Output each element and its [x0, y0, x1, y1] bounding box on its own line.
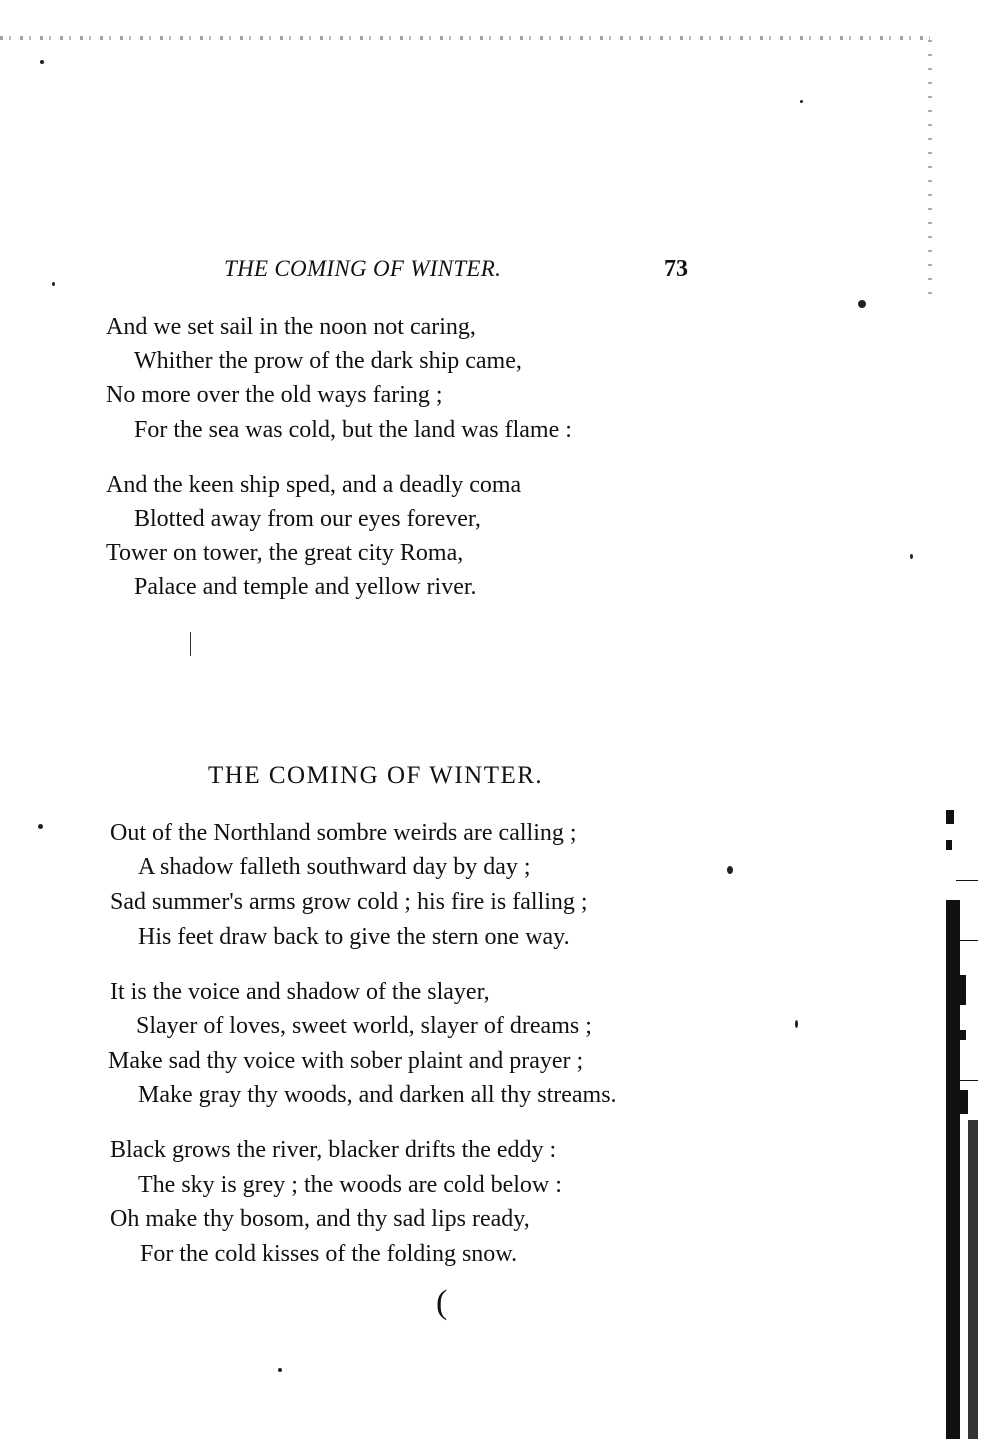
- verse-line: And the keen ship sped, and a deadly coma: [106, 472, 522, 498]
- scan-speck: [858, 300, 866, 308]
- verse-line: Slayer of loves, sweet world, slayer of dreams ;: [136, 1013, 592, 1039]
- verse-line: The sky is grey ; the woods are cold below :: [138, 1172, 562, 1198]
- scan-speck: [38, 824, 43, 829]
- scan-speck: [278, 1368, 282, 1372]
- verse-line: Out of the Northland sombre weirds are calling ;: [110, 820, 577, 846]
- verse-line: Blotted away from our eyes forever,: [134, 506, 481, 532]
- scan-speck: [800, 100, 803, 103]
- verse-line: A shadow falleth southward day by day ;: [138, 854, 531, 880]
- verse-line: Palace and temple and yellow river.: [134, 574, 477, 600]
- binding-edge: [944, 800, 1000, 1439]
- verse-line: Oh make thy bosom, and thy sad lips ready,: [110, 1206, 530, 1232]
- footer-mark: (: [436, 1284, 448, 1321]
- scan-speck: [910, 554, 913, 559]
- scan-top-edge: [0, 36, 930, 40]
- verse-line: Tower on tower, the great city Roma,: [106, 540, 464, 566]
- verse-line: Make sad thy voice with sober plaint and prayer ;: [108, 1048, 584, 1074]
- verse-line: Make gray thy woods, and darken all thy streams.: [138, 1082, 617, 1108]
- verse-line: Black grows the river, blacker drifts the eddy :: [110, 1137, 557, 1163]
- page-number: 73: [664, 256, 688, 282]
- poem-title: THE COMING OF WINTER.: [208, 762, 544, 789]
- verse-line: For the sea was cold, but the land was flame :: [134, 417, 572, 443]
- scan-right-edge: [928, 40, 932, 300]
- verse-line: Sad summer's arms grow cold ; his fire is falling ;: [110, 889, 588, 915]
- scan-speck: [52, 282, 55, 286]
- verse-line: Whither the prow of the dark ship came,: [134, 348, 522, 374]
- scan-speck: [795, 1020, 798, 1028]
- verse-line: No more over the old ways faring ;: [106, 382, 443, 408]
- scan-mark: [190, 632, 191, 656]
- scan-speck: [727, 866, 733, 874]
- running-head: THE COMING OF WINTER.: [224, 256, 502, 281]
- verse-line: For the cold kisses of the folding snow.: [140, 1241, 518, 1267]
- scan-speck: [40, 60, 44, 64]
- verse-line: His feet draw back to give the stern one way.: [138, 924, 570, 950]
- verse-line: And we set sail in the noon not caring,: [106, 314, 476, 340]
- verse-line: It is the voice and shadow of the slayer,: [110, 979, 490, 1005]
